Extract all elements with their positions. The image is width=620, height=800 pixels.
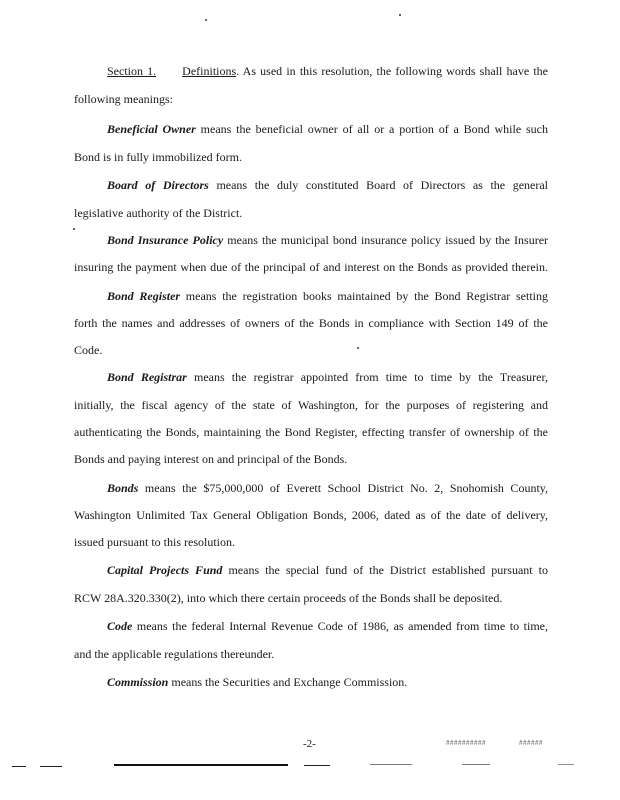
definition-term: Commission — [107, 675, 169, 689]
definition-first-line — [107, 675, 548, 689]
definition-line: Code. — [74, 343, 103, 357]
definition-first-line — [107, 370, 548, 384]
definition-term: Beneficial Owner — [107, 122, 196, 136]
section-title: Definitions — [182, 64, 237, 78]
page-number: -2- — [303, 738, 316, 750]
definition-first-line — [107, 178, 548, 192]
definition-text: means the municipal bond insurance policy issued by the Insurer — [223, 233, 549, 247]
document-code: ########## — [446, 739, 486, 747]
definition-line: RCW 28A.320.330(2), into which there certain proceeds of the Bonds shall be deposited. — [74, 591, 503, 605]
definition-line: initially, the fiscal agency of the state of Washington, for the purposes of registering and — [74, 398, 548, 412]
scan-mark — [370, 764, 412, 765]
scan-mark — [462, 764, 490, 765]
scan-mark — [558, 764, 574, 765]
definition-term: Bonds — [107, 481, 139, 495]
definition-term: Board of Directors — [107, 178, 209, 192]
definition-first-line — [107, 289, 548, 303]
scan-mark — [40, 766, 62, 767]
definition-text: means the $75,000,000 of Everett School District No. 2, Snohomish County, — [138, 481, 548, 495]
definition-text: means the Securities and Exchange Commission. — [168, 675, 408, 689]
definition-text: means the registration books maintained by the Bond Registrar setting — [180, 289, 548, 303]
section-number: Section 1. — [107, 64, 157, 78]
definition-line: Bond is in fully immobilized form. — [74, 150, 242, 164]
definition-text: means the special fund of the District established pursuant to — [222, 563, 548, 577]
definition-line: authenticating the Bonds, maintaining the Bond Register, effecting transfer of ownership of the — [74, 425, 548, 439]
definition-term: Capital Projects Fund — [107, 563, 223, 577]
definition-line: Washington Unlimited Tax General Obligation Bonds, 2006, dated as of the date of delivery, — [74, 508, 548, 522]
section-intro-line2: following meanings: — [74, 92, 173, 106]
definition-line: issued pursuant to this resolution. — [74, 535, 235, 549]
definition-text: means the beneficial owner of all or a portion of a Bond while such — [195, 122, 548, 136]
scan-mark — [304, 765, 330, 766]
scan-speck — [205, 19, 207, 21]
section-intro-text: . As used in this resolution, the following words shall have the — [236, 64, 549, 78]
definition-first-line — [107, 563, 548, 577]
definition-first-line — [107, 233, 548, 247]
scan-speck — [357, 347, 359, 349]
definition-text: means the federal Internal Revenue Code of 1986, as amended from time to time, — [132, 619, 548, 633]
scan-speck — [73, 228, 75, 230]
definition-term: Code — [107, 619, 133, 633]
definition-text: means the registrar appointed from time to time by the Treasurer, — [186, 370, 548, 384]
definition-term: Bond Insurance Policy — [107, 233, 224, 247]
scan-speck — [399, 14, 401, 16]
definition-line: legislative authority of the District. — [74, 206, 243, 220]
date-code: ###### — [519, 739, 543, 747]
definition-line: Bonds and paying interest on and principal of the Bonds. — [74, 452, 348, 466]
definition-line: forth the names and addresses of owners of the Bonds in compliance with Section 149 of the — [74, 316, 548, 330]
definition-term: Bond Register — [107, 289, 181, 303]
definition-text: means the duly constituted Board of Directors as the general — [208, 178, 549, 192]
section-intro-line — [107, 64, 548, 78]
definition-term: Bond Registrar — [107, 370, 187, 384]
definition-line: and the applicable regulations thereunder. — [74, 647, 275, 661]
definition-line: insuring the payment when due of the principal of and interest on the Bonds as provided therein. — [74, 260, 548, 274]
footer-rule — [114, 764, 288, 766]
scan-mark — [12, 766, 26, 767]
definition-first-line — [107, 122, 548, 136]
definition-first-line — [107, 481, 548, 495]
definition-first-line — [107, 619, 548, 633]
